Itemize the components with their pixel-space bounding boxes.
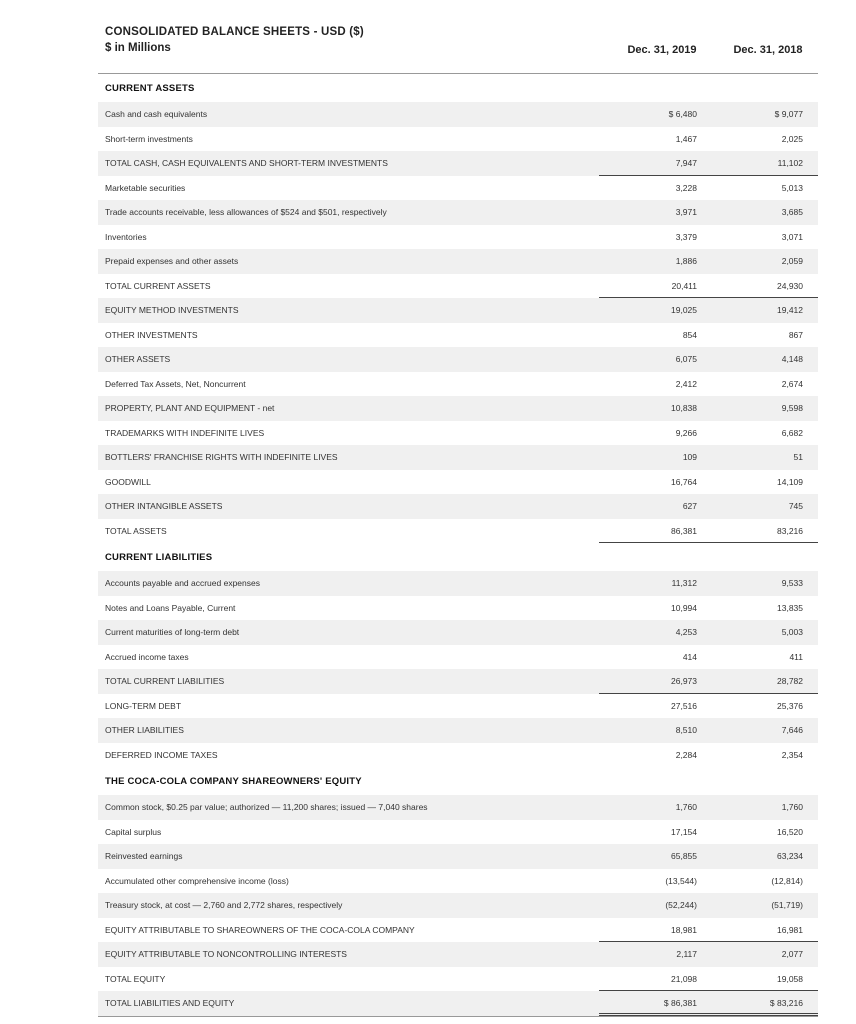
- section-label: CURRENT LIABILITIES: [105, 552, 213, 563]
- value-2018: 4,148: [781, 354, 803, 364]
- value-2018: 51: [793, 452, 803, 462]
- table-body: [98, 74, 818, 1016]
- value-2018: 19,412: [777, 305, 803, 315]
- row-label: TOTAL LIABILITIES AND EQUITY: [105, 998, 235, 1008]
- row-label: Reinvested earnings: [105, 851, 183, 861]
- table-row: [98, 645, 818, 670]
- row-label: Accumulated other comprehensive income (loss): [105, 875, 289, 886]
- value-2018: 9,533: [781, 578, 803, 588]
- value-2019: 627: [682, 501, 697, 511]
- row-label: Deferred Tax Assets, Net, Noncurrent: [105, 378, 246, 389]
- table-row: [98, 991, 818, 1016]
- value-2019: 109: [682, 452, 697, 462]
- table-row: [98, 844, 818, 869]
- value-2018: 2,077: [781, 949, 803, 959]
- row-label: Accrued income taxes: [105, 651, 189, 662]
- row-label: Cash and cash equivalents: [105, 109, 208, 119]
- value-2019: 27,516: [671, 700, 697, 711]
- row-label: Inventories: [105, 231, 147, 242]
- row-label: OTHER LIABILITIES: [105, 725, 184, 735]
- units-label: $ in Millions: [105, 42, 171, 54]
- value-2018: 7,646: [781, 725, 803, 735]
- value-2019: 3,379: [675, 231, 697, 242]
- row-label: TOTAL EQUITY: [105, 973, 166, 984]
- value-2019: 854: [682, 329, 697, 340]
- section-header: [98, 74, 818, 102]
- row-label: Marketable securities: [105, 182, 186, 193]
- value-2019: 9,266: [675, 427, 697, 438]
- table-row: [98, 421, 818, 446]
- row-label: Treasury stock, at cost — 2,760 and 2,772 shares, respectively: [105, 900, 343, 910]
- value-2019: 7,947: [675, 158, 697, 168]
- value-2018: 5,003: [781, 627, 803, 637]
- value-2018: $ 83,216: [769, 998, 803, 1008]
- value-2019: $ 6,480: [668, 109, 697, 119]
- value-2018: 19,058: [777, 973, 803, 984]
- table-row: [98, 820, 818, 845]
- table-row: [98, 571, 818, 596]
- table-row: [98, 298, 818, 323]
- value-2019: 10,994: [671, 602, 697, 613]
- column-header-2019: Dec. 31, 2019: [627, 44, 697, 56]
- table-row: [98, 620, 818, 645]
- value-2018: 28,782: [777, 676, 803, 686]
- section-label: THE COCA-COLA COMPANY SHAREOWNERS' EQUITY: [105, 776, 362, 787]
- value-2018: 83,216: [777, 525, 803, 536]
- value-2019: 20,411: [671, 280, 697, 291]
- section-label: CURRENT ASSETS: [105, 83, 195, 94]
- table-row: [98, 743, 818, 768]
- section-header: [98, 767, 818, 795]
- value-2019: 1,886: [675, 256, 697, 266]
- table-row: [98, 967, 818, 992]
- balance-sheet: [98, 20, 818, 1016]
- value-2019: 2,284: [675, 749, 697, 760]
- value-2018: 3,071: [781, 231, 803, 242]
- value-2019: 65,855: [671, 851, 697, 861]
- table-row: [98, 127, 818, 152]
- value-2019: (52,244): [665, 900, 697, 910]
- value-2018: 2,674: [781, 378, 803, 389]
- value-2018: 2,025: [781, 133, 803, 144]
- table-row: [98, 494, 818, 519]
- row-label: PROPERTY, PLANT AND EQUIPMENT - net: [105, 403, 275, 413]
- value-2018: (51,719): [771, 900, 803, 910]
- value-2019: 8,510: [675, 725, 697, 735]
- value-2018: 1,760: [781, 802, 803, 812]
- value-2018: 745: [788, 501, 803, 511]
- table-row: [98, 200, 818, 225]
- value-2019: $ 86,381: [663, 998, 697, 1008]
- value-2019: 4,253: [675, 627, 697, 637]
- row-label: LONG-TERM DEBT: [105, 700, 182, 711]
- table-header: [98, 20, 818, 74]
- table-row: [98, 669, 818, 694]
- row-label: Capital surplus: [105, 826, 162, 837]
- table-row: [98, 893, 818, 918]
- table-row: [98, 102, 818, 127]
- table-row: [98, 596, 818, 621]
- row-label: OTHER ASSETS: [105, 354, 171, 364]
- column-header-2018: Dec. 31, 2018: [733, 44, 803, 56]
- row-label: EQUITY METHOD INVESTMENTS: [105, 305, 239, 315]
- table-row: [98, 470, 818, 495]
- row-label: Current maturities of long-term debt: [105, 627, 240, 637]
- value-2019: 18,981: [671, 924, 697, 935]
- table-row: [98, 918, 818, 943]
- value-2019: 414: [682, 651, 697, 662]
- value-2018: 2,354: [781, 749, 803, 760]
- row-label: EQUITY ATTRIBUTABLE TO NONCONTROLLING INTERESTS: [105, 949, 347, 959]
- value-2018: 24,930: [777, 280, 803, 291]
- table-row: [98, 942, 818, 967]
- value-2019: 11,312: [671, 578, 697, 588]
- table-row: [98, 249, 818, 274]
- row-label: OTHER INTANGIBLE ASSETS: [105, 501, 223, 511]
- table-row: [98, 225, 818, 250]
- table-row: [98, 274, 818, 299]
- value-2019: 16,764: [671, 476, 697, 487]
- value-2018: 2,059: [781, 256, 803, 266]
- value-2019: 3,228: [675, 182, 697, 193]
- row-label: Notes and Loans Payable, Current: [105, 602, 236, 613]
- value-2019: 17,154: [671, 826, 697, 837]
- row-label: TOTAL CURRENT ASSETS: [105, 280, 211, 291]
- value-2018: 11,102: [777, 158, 803, 168]
- row-label: Accounts payable and accrued expenses: [105, 578, 260, 588]
- value-2019: 1,760: [675, 802, 697, 812]
- value-2018: 3,685: [781, 207, 803, 217]
- row-label: GOODWILL: [105, 476, 151, 487]
- value-2018: 6,682: [781, 427, 803, 438]
- value-2019: 2,117: [676, 949, 697, 959]
- row-label: TOTAL CURRENT LIABILITIES: [105, 676, 225, 686]
- value-2019: 26,973: [671, 676, 697, 686]
- value-2019: 3,971: [675, 207, 697, 217]
- row-label: Trade accounts receivable, less allowances of $524 and $501, respectively: [105, 207, 387, 217]
- value-2019: 10,838: [671, 403, 697, 413]
- row-label: Short-term investments: [105, 133, 193, 144]
- value-2018: 13,835: [777, 602, 803, 613]
- value-2018: (12,814): [771, 875, 803, 886]
- section-header: [98, 543, 818, 571]
- value-2018: 9,598: [781, 403, 803, 413]
- table-row: [98, 869, 818, 894]
- row-label: OTHER INVESTMENTS: [105, 329, 198, 340]
- value-2018: 63,234: [777, 851, 803, 861]
- table-row: [98, 323, 818, 348]
- table-row: [98, 718, 818, 743]
- row-label: Common stock, $0.25 par value; authorized — 11,200 shares; issued — 7,040 shares: [105, 802, 428, 812]
- value-2018: 14,109: [777, 476, 803, 487]
- table-row: [98, 347, 818, 372]
- page-title: CONSOLIDATED BALANCE SHEETS - USD ($): [105, 26, 364, 38]
- value-2019: 1,467: [675, 133, 697, 144]
- value-2019: 19,025: [671, 305, 697, 315]
- value-2018: 16,520: [777, 826, 803, 837]
- table-bottom-border: [98, 1016, 818, 1017]
- row-label: EQUITY ATTRIBUTABLE TO SHAREOWNERS OF THE COCA-COLA COMPANY: [105, 924, 415, 935]
- row-label: DEFERRED INCOME TAXES: [105, 749, 218, 760]
- value-2018: 411: [789, 651, 803, 662]
- value-2019: 6,075: [675, 354, 697, 364]
- table-row: [98, 176, 818, 201]
- table-row: [98, 396, 818, 421]
- table-row: [98, 445, 818, 470]
- row-label: Prepaid expenses and other assets: [105, 256, 239, 266]
- row-label: TOTAL CASH, CASH EQUIVALENTS AND SHORT-TERM INVESTMENTS: [105, 158, 388, 168]
- row-label: BOTTLERS' FRANCHISE RIGHTS WITH INDEFINITE LIVES: [105, 452, 338, 462]
- value-2018: 867: [788, 329, 803, 340]
- value-2018: 5,013: [781, 182, 803, 193]
- row-label: TRADEMARKS WITH INDEFINITE LIVES: [105, 427, 265, 438]
- table-row: [98, 694, 818, 719]
- value-2019: (13,544): [665, 875, 697, 886]
- value-2018: 16,981: [777, 924, 803, 935]
- value-2018: 25,376: [777, 700, 803, 711]
- table-row: [98, 795, 818, 820]
- value-2019: 21,098: [671, 973, 697, 984]
- value-2018: $ 9,077: [774, 109, 803, 119]
- table-row: [98, 519, 818, 544]
- table-row: [98, 372, 818, 397]
- value-2019: 2,412: [675, 378, 697, 389]
- value-2019: 86,381: [671, 525, 697, 536]
- table-row: [98, 151, 818, 176]
- row-label: TOTAL ASSETS: [105, 525, 167, 536]
